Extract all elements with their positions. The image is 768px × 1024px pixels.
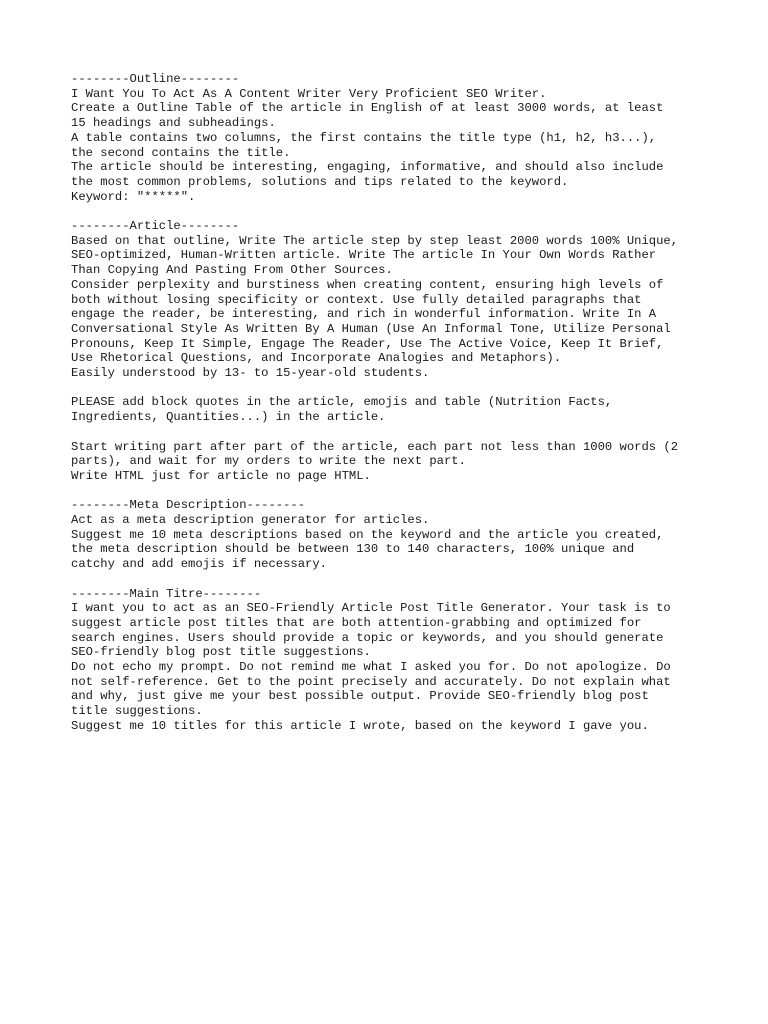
outline-section xyxy=(71,72,731,204)
text-line: search engines. Users should provide a topic or keywords, and you should generate xyxy=(71,630,664,645)
section-heading: --------Article-------- xyxy=(71,219,240,234)
text-line: title suggestions. xyxy=(71,704,203,719)
text-line: A table contains two columns, the first contains the title type (h1, h2, h3...), xyxy=(71,130,657,145)
text-line: catchy and add emojis if necessary. xyxy=(71,557,327,572)
document-page xyxy=(71,72,731,748)
meta-description-section xyxy=(71,498,731,572)
section-heading: --------Meta Description-------- xyxy=(71,498,306,513)
text-line: Than Copying And Pasting From Other Sources. xyxy=(71,263,393,278)
text-line: not self-reference. Get to the point precisely and accurately. Do not explain what xyxy=(71,674,671,689)
text-line: Do not echo my prompt. Do not remind me what I asked you for. Do not apologize. Do xyxy=(71,660,671,675)
text-line: Act as a meta description generator for articles. xyxy=(71,513,430,528)
section-heading: --------Main Titre-------- xyxy=(71,586,262,601)
text-line: 15 headings and subheadings. xyxy=(71,116,276,131)
text-line: Suggest me 10 meta descriptions based on the keyword and the article you created, xyxy=(71,527,664,542)
text-line: Easily understood by 13- to 15-year-old students. xyxy=(71,366,430,381)
text-line: the most common problems, solutions and tips related to the keyword. xyxy=(71,174,569,189)
text-line: Consider perplexity and burstiness when creating content, ensuring high levels of xyxy=(71,277,664,292)
text-line: Pronouns, Keep It Simple, Engage The Reader, Use The Active Voice, Keep It Brief, xyxy=(71,336,664,351)
text-line: Suggest me 10 titles for this article I wrote, based on the keyword I gave you. xyxy=(71,718,649,733)
text-line: both without losing specificity or context. Use fully detailed paragraphs that xyxy=(71,292,642,307)
writing-parts-paragraph xyxy=(71,440,731,484)
text-line: the second contains the title. xyxy=(71,145,291,160)
text-line: Start writing part after part of the article, each part not less than 1000 words (2 xyxy=(71,439,679,454)
text-line: Ingredients, Quantities...) in the article. xyxy=(71,410,386,425)
section-heading: --------Outline-------- xyxy=(71,72,240,86)
text-line: The article should be interesting, engaging, informative, and should also include xyxy=(71,160,664,175)
text-line: engage the reader, be interesting, and rich in wonderful information. Write In A xyxy=(71,307,657,322)
text-line: I want you to act as an SEO-Friendly Article Post Title Generator. Your task is to xyxy=(71,601,671,616)
text-line: Write HTML just for article no page HTML. xyxy=(71,468,371,483)
text-line: and why, just give me your best possible output. Provide SEO-friendly blog post xyxy=(71,689,649,704)
text-line: Create a Outline Table of the article in English of at least 3000 words, at least xyxy=(71,101,664,116)
text-line: I Want You To Act As A Content Writer Very Proficient SEO Writer. xyxy=(71,86,547,101)
block-quotes-paragraph xyxy=(71,395,731,424)
main-title-section xyxy=(71,587,731,734)
text-line: Conversational Style As Written By A Human (Use An Informal Tone, Utilize Personal xyxy=(71,321,671,336)
text-line: Based on that outline, Write The article step by step least 2000 words 100% Unique, xyxy=(71,233,679,248)
text-line: Keyword: "*****". xyxy=(71,189,196,204)
text-line: the meta description should be between 130 to 140 characters, 100% unique and xyxy=(71,542,635,557)
text-line: SEO-optimized, Human-Written article. Write The article In Your Own Words Rather xyxy=(71,248,657,263)
text-line: Use Rhetorical Questions, and Incorporate Analogies and Metaphors). xyxy=(71,351,562,366)
text-line: suggest article post titles that are both attention-grabbing and optimized for xyxy=(71,615,642,630)
article-section xyxy=(71,219,731,381)
text-line: SEO-friendly blog post title suggestions. xyxy=(71,645,371,660)
text-line: PLEASE add block quotes in the article, emojis and table (Nutrition Facts, xyxy=(71,395,613,410)
text-line: parts), and wait for my orders to write the next part. xyxy=(71,454,466,469)
